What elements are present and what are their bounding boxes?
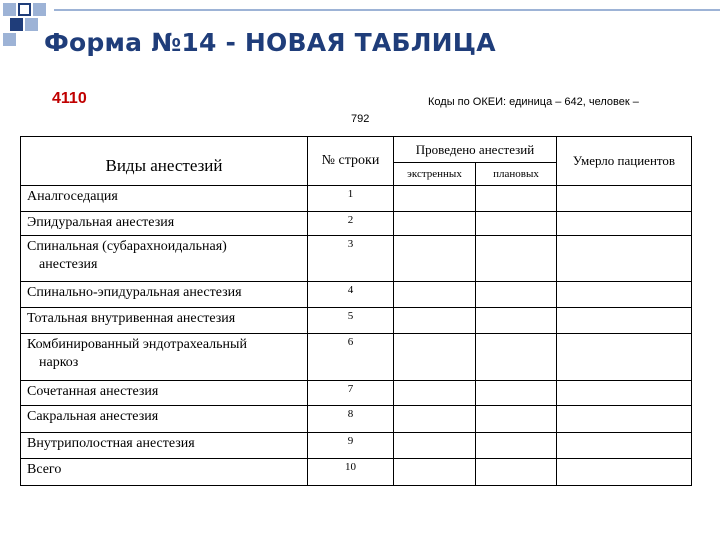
header-type-label: Виды анестезий (105, 156, 223, 175)
deco-square (18, 3, 31, 16)
row-label-text: Сакральная анестезия (27, 409, 159, 424)
deco-square (25, 18, 38, 31)
cell-emergency (394, 308, 476, 334)
row-number: 10 (308, 459, 394, 486)
okei-codes: Коды по ОКЕИ: единица – 642, человек – (428, 96, 639, 108)
row-label (21, 334, 308, 381)
header-planned (476, 163, 557, 186)
row-label (21, 212, 308, 236)
row-label (21, 308, 308, 334)
table-row (21, 433, 692, 459)
cell-emergency (394, 186, 476, 212)
row-number: 1 (308, 186, 394, 212)
row-label-text: Комбинированный эндотрахеальный (27, 337, 247, 352)
table-row (21, 334, 692, 381)
cell-planned (476, 212, 557, 236)
cell-died (557, 282, 692, 308)
header-performed (394, 137, 557, 163)
row-label-text: Спинальная (субарахноидальная) (27, 239, 227, 254)
row-number: 8 (308, 406, 394, 433)
cell-emergency (394, 381, 476, 406)
page-title: Форма №14 - НОВАЯ ТАБЛИЦА (44, 28, 496, 57)
cell-planned (476, 459, 557, 486)
anesthesia-table (20, 136, 692, 486)
cell-emergency (394, 236, 476, 282)
row-label (21, 282, 308, 308)
deco-square (10, 18, 23, 31)
row-label (21, 236, 308, 282)
cell-died (557, 186, 692, 212)
cell-emergency (394, 212, 476, 236)
cell-died (557, 459, 692, 486)
header-planned-label: плановых (493, 168, 539, 180)
cell-died (557, 212, 692, 236)
row-number: 4 (308, 282, 394, 308)
deco-square (3, 33, 16, 46)
cell-planned (476, 334, 557, 381)
row-label-text: Тотальная внутривенная анестезия (27, 311, 236, 326)
cell-emergency (394, 282, 476, 308)
row-label (21, 406, 308, 433)
row-label-text: Аналгоседация (27, 189, 118, 204)
table-row (21, 212, 692, 236)
row-number: 9 (308, 433, 394, 459)
row-label-text: Всего (27, 462, 62, 477)
cell-emergency (394, 334, 476, 381)
header-emergency-label: экстренных (407, 168, 462, 180)
cell-died (557, 406, 692, 433)
cell-died (557, 381, 692, 406)
row-number: 7 (308, 381, 394, 406)
cell-planned (476, 381, 557, 406)
deco-square (33, 3, 46, 16)
title-rule (54, 9, 720, 11)
table-row (21, 186, 692, 212)
cell-emergency (394, 459, 476, 486)
cell-died (557, 236, 692, 282)
cell-died (557, 433, 692, 459)
row-label (21, 433, 308, 459)
cell-emergency (394, 433, 476, 459)
cell-planned (476, 406, 557, 433)
row-label-text: Эпидуральная анестезия (27, 215, 175, 230)
table-row (21, 236, 692, 282)
header-row-no (308, 137, 394, 186)
row-label-text: Сочетанная анестезия (27, 384, 159, 399)
cell-died (557, 308, 692, 334)
header-emergency (394, 163, 476, 186)
header-row-no-label: № строки (321, 153, 380, 168)
header-type (21, 137, 308, 186)
row-number: 2 (308, 212, 394, 236)
okei-codes-cont: 792 (351, 113, 370, 125)
row-label-text: Внутриполостная анестезия (27, 436, 195, 451)
deco-square (3, 3, 16, 16)
cell-died (557, 334, 692, 381)
cell-planned (476, 186, 557, 212)
row-label (21, 381, 308, 406)
table-row (21, 308, 692, 334)
table-row (21, 459, 692, 486)
row-number: 3 (308, 236, 394, 282)
header-performed-label: Проведено анестезий (415, 141, 535, 157)
row-label (21, 459, 308, 486)
row-number: 5 (308, 308, 394, 334)
form-code: 4110 (52, 90, 87, 107)
row-label (21, 186, 308, 212)
header-died (557, 137, 692, 186)
cell-planned (476, 433, 557, 459)
row-number: 6 (308, 334, 394, 381)
cell-planned (476, 282, 557, 308)
table-row (21, 406, 692, 433)
header-died-label: Умерло пациентов (572, 153, 676, 168)
row-label-cont: наркоз (39, 355, 79, 370)
row-label-text: Спинально-эпидуральная анестезия (27, 285, 242, 300)
row-label-cont: анестезия (39, 257, 98, 272)
cell-planned (476, 308, 557, 334)
cell-planned (476, 236, 557, 282)
cell-emergency (394, 406, 476, 433)
table-row (21, 381, 692, 406)
table-row (21, 282, 692, 308)
